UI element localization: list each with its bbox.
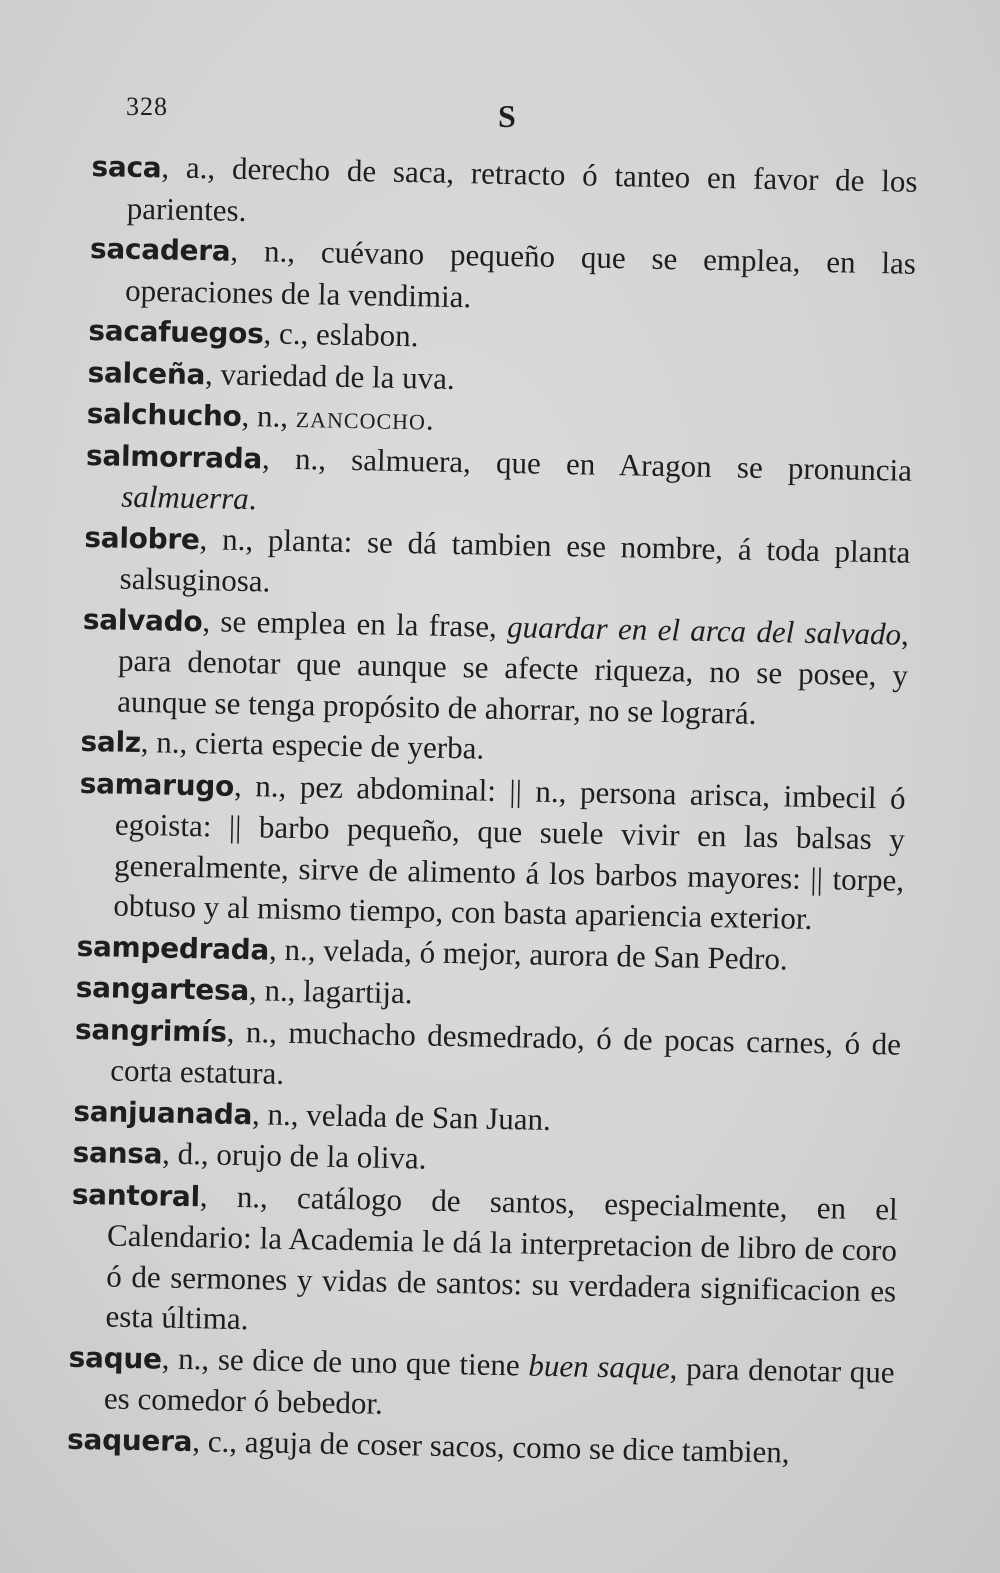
entry-definition: , variedad de la uva.: [204, 355, 456, 396]
entry-headword: sanjuanada: [73, 1094, 253, 1131]
entry-definition: , n., cuévano pequeño que se emplea, en las operaciones de la vendimia.: [124, 232, 917, 314]
entry-definition: , d., orujo de la oliva.: [161, 1135, 427, 1176]
entry-definition: , n., pez abdominal: || n., persona arisca, imbecil ó egoista: || barbo pequeño, que suele vivir en las balsas y generalmente, sirve de alimento á los barbos mayores: || torpe, obtuso y al mismo tiempo, con basta apariencia exterior.: [113, 767, 906, 936]
dictionary-entry: [69, 1173, 898, 1352]
dictionary-entry: [85, 434, 912, 532]
entry-headword: salmorrada: [85, 438, 263, 475]
entry-italic-phrase: guardar en el arca del salvado: [506, 608, 902, 652]
entry-headword: salvado: [82, 602, 203, 638]
entry-definition: , n., velada, ó mejor, aurora de San Pedro.: [268, 931, 789, 977]
entry-headword: salceña: [87, 355, 206, 391]
entry-definition: , n., velada de San Juan.: [251, 1095, 552, 1137]
entry-cross-reference: zancocho: [295, 398, 427, 437]
entry-headword: sacadera: [89, 231, 231, 268]
entry-headword: sansa: [72, 1135, 163, 1171]
entry-headword: saca: [91, 149, 162, 185]
entry-headword: santoral: [71, 1177, 201, 1213]
entry-definition: , n., salmuera, que en Aragon se pronuncia: [261, 439, 913, 488]
dictionary-entry: [81, 598, 909, 736]
entry-definition: , n., lagartija.: [248, 972, 413, 1011]
entry-definition: , para denotar que es comedor ó bebedor.: [103, 1349, 895, 1421]
dictionary-entry: [74, 1008, 901, 1106]
entry-list: [67, 146, 918, 1476]
entry-headword: saque: [68, 1340, 163, 1376]
entry-headword: sangartesa: [75, 970, 250, 1008]
entry-headword: salz: [80, 724, 142, 760]
entry-italic-phrase: buen saque: [528, 1347, 671, 1385]
entry-definition: , n., planta: se dá tambien ese nombre, á toda planta salsuginosa.: [119, 520, 911, 599]
entry-definition: , n.,: [241, 397, 297, 434]
section-letter: S: [498, 98, 516, 134]
entry-headword: sangrimís: [74, 1012, 228, 1049]
entry-definition: , n., muchacho desmedrado, ó de pocas carnes, ó de corta estatura.: [109, 1013, 902, 1091]
entry-definition: .: [425, 401, 435, 437]
page-number: 328: [126, 92, 168, 121]
entry-italic-phrase: salmuerra: [120, 478, 250, 517]
entry-definition: , se emplea en la frase,: [202, 602, 508, 644]
dictionary-entry: [68, 1336, 895, 1434]
entry-definition: , a., derecho de saca, retracto ó tanteo en favor de los parientes.: [126, 149, 918, 228]
dictionary-entry: [89, 228, 916, 326]
entry-headword: salobre: [84, 520, 200, 556]
entry-headword: salchucho: [86, 396, 242, 433]
entry-headword: sampedrada: [76, 929, 270, 967]
entry-definition: .: [248, 481, 257, 517]
running-head: [120, 92, 912, 140]
dictionary-entry: [83, 516, 910, 614]
entry-definition: , n., cierta especie de yerba.: [140, 724, 485, 766]
entry-headword: sacafuegos: [88, 313, 264, 351]
entry-definition: , c., eslabon.: [263, 315, 419, 354]
entry-definition: , n., catálogo de santos, especialmente, en el Calendario: la Academia le dá la interpretacion de libro de coro ó de sermones y vidas de santos: su verdadera significacion es esta última.: [105, 1177, 899, 1337]
entry-definition: , c., aguja de coser sacos, como se dice tambien,: [191, 1422, 790, 1470]
entry-headword: saquera: [66, 1422, 193, 1458]
entry-headword: samarugo: [79, 766, 235, 803]
entry-definition: , para denotar que aunque se afecte riqueza, no se posee, y aunque se tenga propósito de ahorrar, no se logrará.: [117, 616, 910, 731]
entry-definition: , n., se dice de uno que tiene: [161, 1340, 529, 1383]
dictionary-entry: [90, 146, 917, 244]
dictionary-entry: [77, 762, 906, 941]
